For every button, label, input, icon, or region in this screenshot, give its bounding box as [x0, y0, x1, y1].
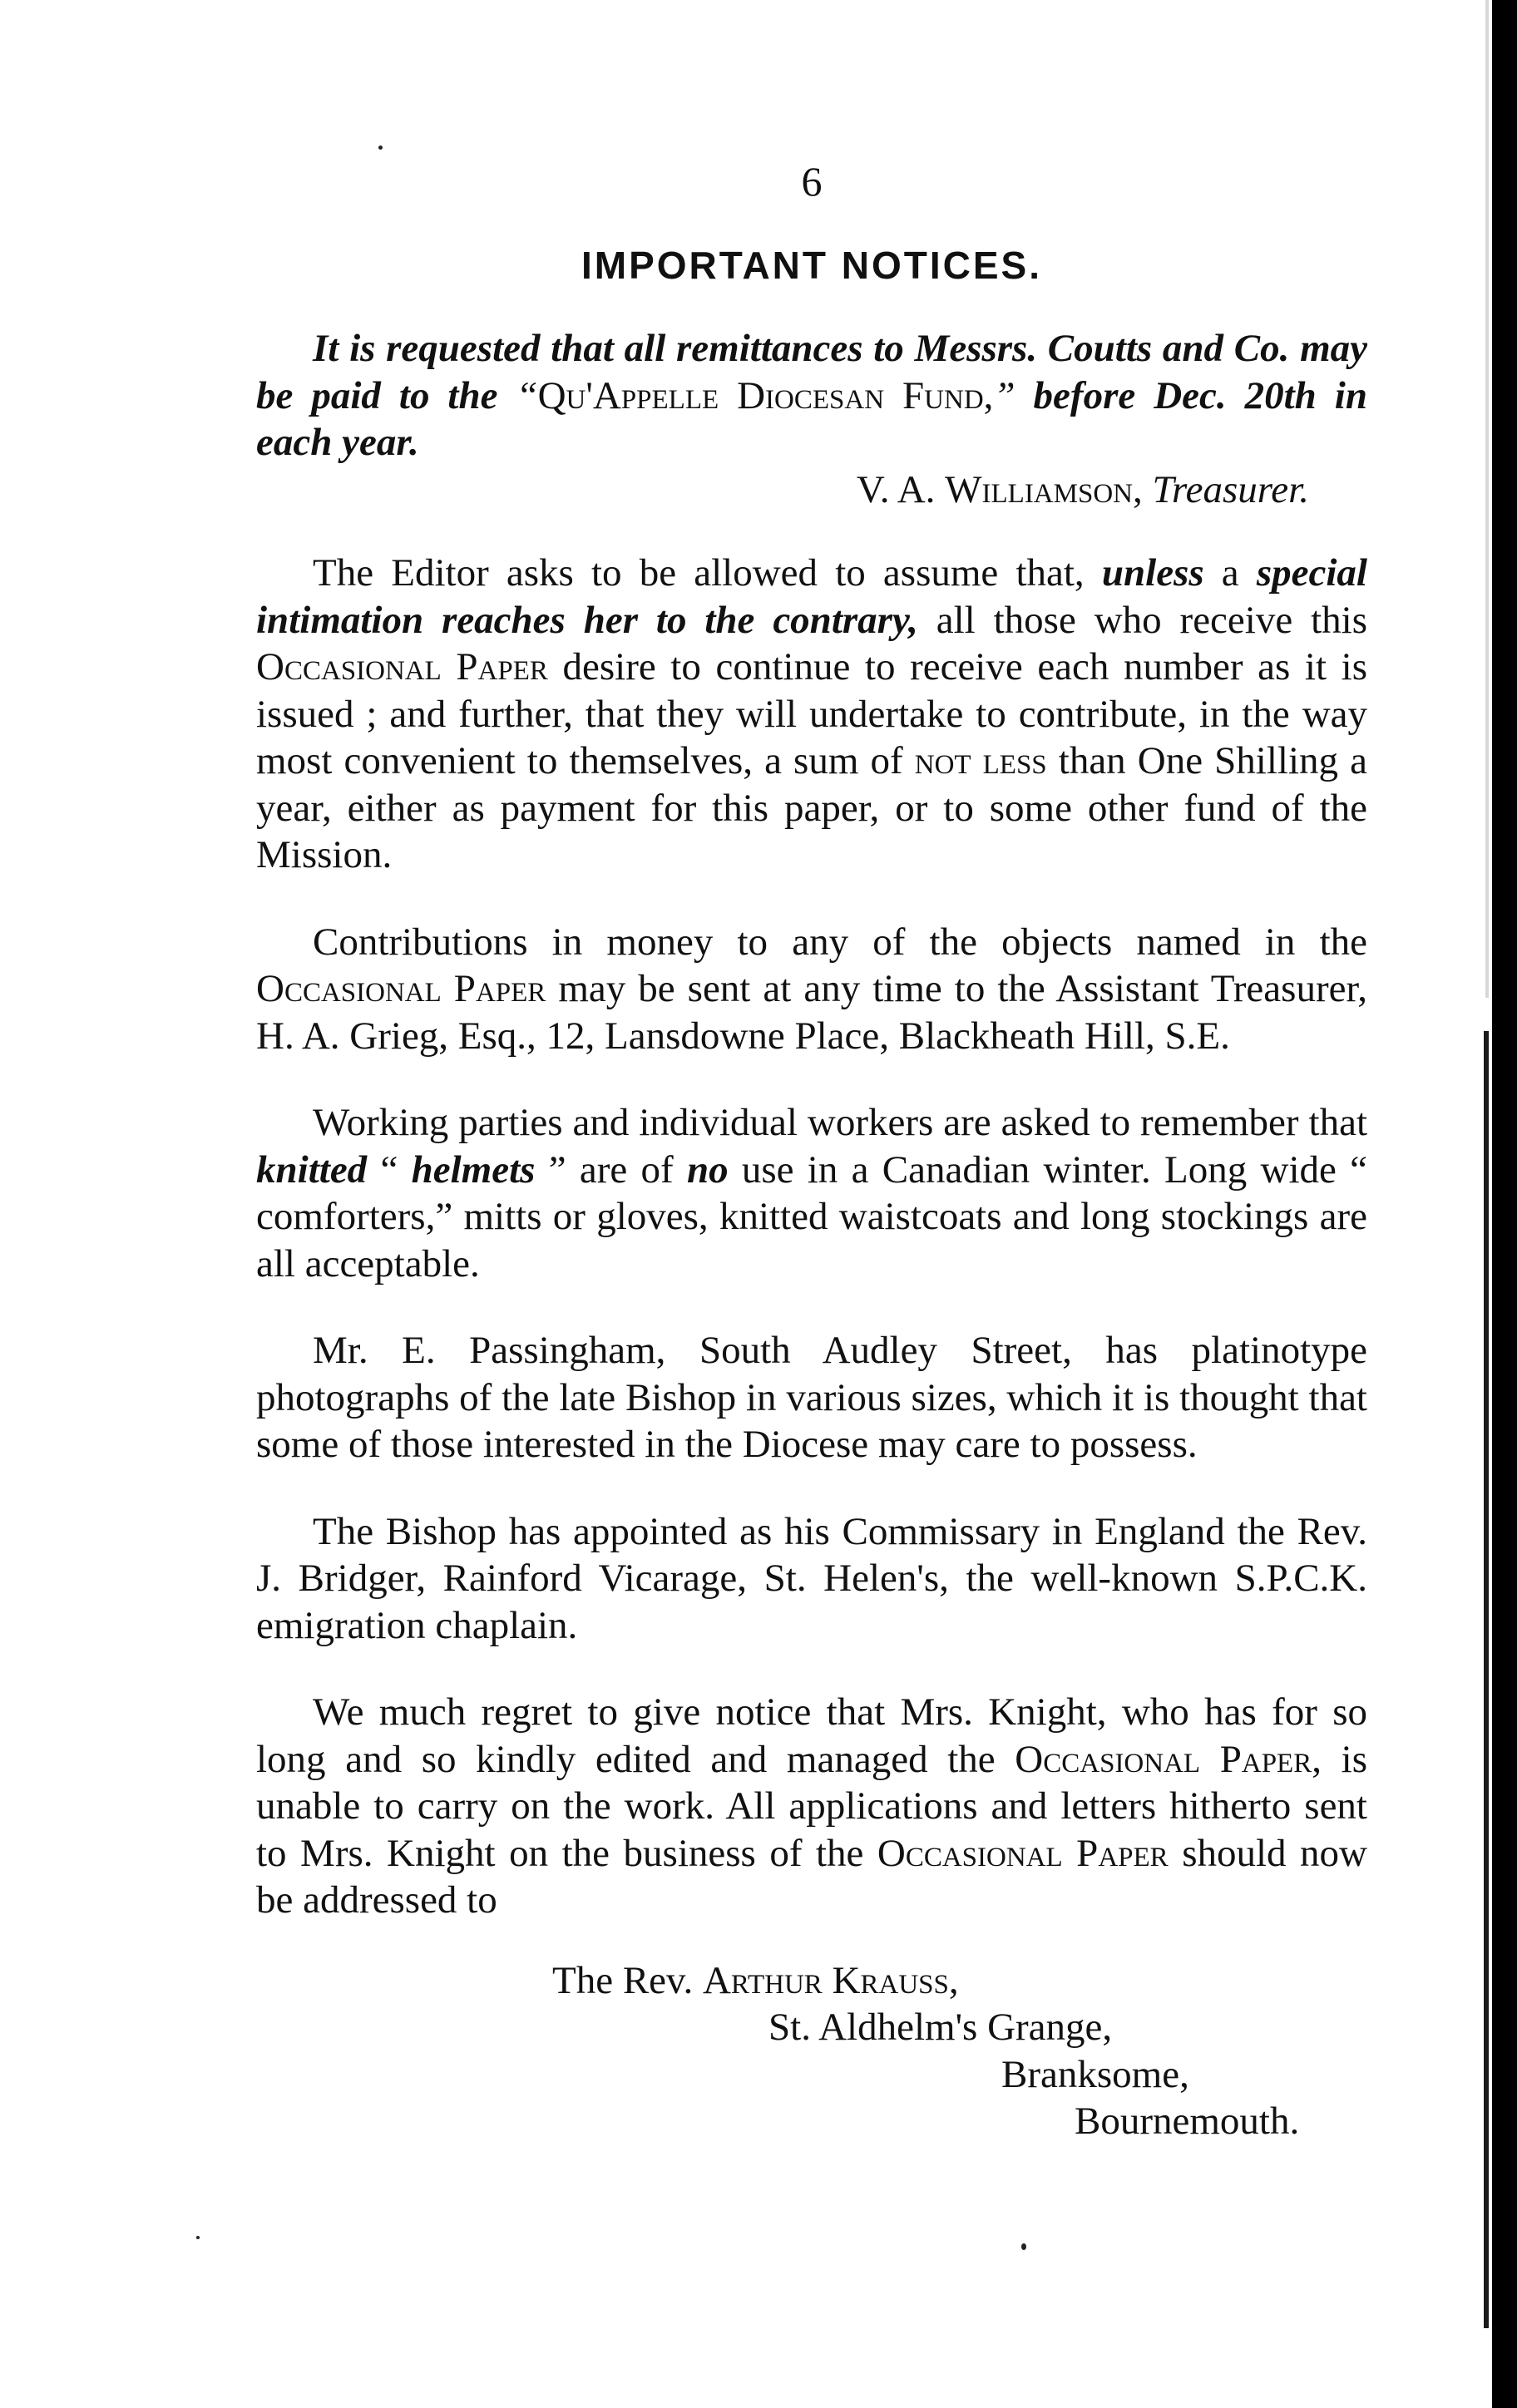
scan-speck	[378, 146, 383, 150]
editor-special-intimation: special intimation reaches her to the contrary,	[256, 551, 1367, 642]
page-title: IMPORTANT NOTICES.	[581, 243, 1043, 287]
remittance-notice	[256, 325, 1367, 466]
treasurer-signature	[256, 466, 1367, 514]
address-line-1	[552, 1957, 1367, 2005]
working-text-3: ” are of	[535, 1147, 687, 1192]
photographs-text: Mr. E. Passingham, South Audley Street, has platinotype photographs of the late Bishop in various sizes, which it is thought that some of those interested in the Diocese may care to possess.	[256, 1329, 1367, 1466]
regret-occasional-paper: Occasional Paper,	[1015, 1737, 1322, 1781]
regret-notice	[256, 1689, 1367, 1924]
regret-text-2: is unable to carry on the work. All applications and letters hitherto sent to Mrs. Knight on the business of the	[256, 1737, 1367, 1875]
working-text-4: use in a Canadian winter. Long wide “ comforters,” mitts or gloves, knitted waistcoats and long stockings are all acceptable.	[256, 1147, 1368, 1285]
working-helmets: helmets	[411, 1147, 536, 1192]
editor-text-3: all those who receive this	[917, 598, 1367, 642]
editor-text-4: desire to continue to receive each number as it is issued ; and further, that they will undertake to contribute, in the way most convenient to themselves, a sum of	[256, 645, 1367, 782]
editor-text-5: than One Shilling a year, either as payment for this paper, or to some other fund of the Mission.	[256, 739, 1367, 876]
address-block	[256, 1957, 1367, 2145]
editor-unless: unless	[1101, 551, 1204, 595]
address-prefix: The Rev.	[552, 1958, 703, 2002]
editor-text-1: The Editor asks to be allowed to assume that,	[313, 551, 1102, 595]
working-parties-text	[256, 1099, 1367, 1287]
page-content	[256, 158, 1367, 2145]
scan-speck	[196, 2236, 200, 2239]
signature-initials: V. A.	[856, 467, 946, 511]
address-line-3: Branksome,	[1001, 2052, 1189, 2096]
contributions-occasional-paper: Occasional Paper	[256, 967, 546, 1010]
editor-not-less: not less	[914, 739, 1047, 782]
remittance-text-a: It is requested that all remittances to Messrs. Coutts and Co. may be paid to the	[256, 327, 1367, 417]
regret-text	[256, 1689, 1367, 1924]
working-knitted: knitted	[256, 1147, 368, 1192]
photographs-notice	[256, 1327, 1367, 1468]
page-edge-shadow	[1485, 0, 1489, 998]
working-text-1: Working parties and individual workers are asked to remember that	[313, 1101, 1367, 1144]
regret-occasional-paper-2: Occasional Paper	[877, 1831, 1169, 1875]
working-parties-notice	[256, 1099, 1367, 1287]
open-quote: “	[516, 373, 538, 417]
contributions-text-2: may be sent at any time to the Assistant Treasurer, H. A. Grieg, Esq., 12, Lansdowne Place, Blackheath Hill, S.E.	[256, 967, 1367, 1058]
page-number: 6	[801, 158, 823, 205]
working-no: no	[686, 1147, 729, 1192]
editor-occasional-paper: Occasional Paper	[256, 645, 548, 688]
commissary-text: The Bishop has appointed as his Commissary in England the Rev. J. Bridger, Rainford Vicarage, St. Helen's, the well-known S.P.C.K. emigration chaplain.	[256, 1509, 1367, 1647]
editor-notice	[256, 550, 1367, 879]
close-quote: ”	[993, 373, 1015, 417]
contributions-text	[256, 919, 1367, 1060]
contributions-text-1: Contributions in money to any of the objects named in the	[313, 920, 1367, 964]
working-text-2: “	[367, 1147, 412, 1192]
signature-title: Treasurer.	[1152, 467, 1309, 511]
regret-text-3: should now be addressed to	[256, 1831, 1367, 1922]
remittance-text-b: before Dec. 20th in each year.	[256, 373, 1367, 464]
address-line-4: Bournemouth.	[1075, 2100, 1300, 2143]
address-line-2: St. Aldhelm's Grange,	[768, 2006, 1113, 2049]
contributions-notice	[256, 919, 1367, 1060]
fund-name: Qu'Appelle Diocesan Fund,	[537, 373, 994, 417]
signature-name: Williamson,	[945, 467, 1143, 511]
editor-text-2: a	[1203, 551, 1257, 595]
regret-text-1: We much regret to give notice that Mrs. Knight, who has for so long and so kindly edited and managed the	[256, 1690, 1367, 1781]
commissary-notice	[256, 1508, 1367, 1650]
scan-speck	[1021, 2243, 1026, 2250]
scan-border	[1492, 0, 1517, 2408]
page-edge-line	[1484, 1031, 1489, 2328]
address-name: Arthur Krauss,	[702, 1958, 959, 2002]
editor-notice-text	[256, 550, 1367, 879]
